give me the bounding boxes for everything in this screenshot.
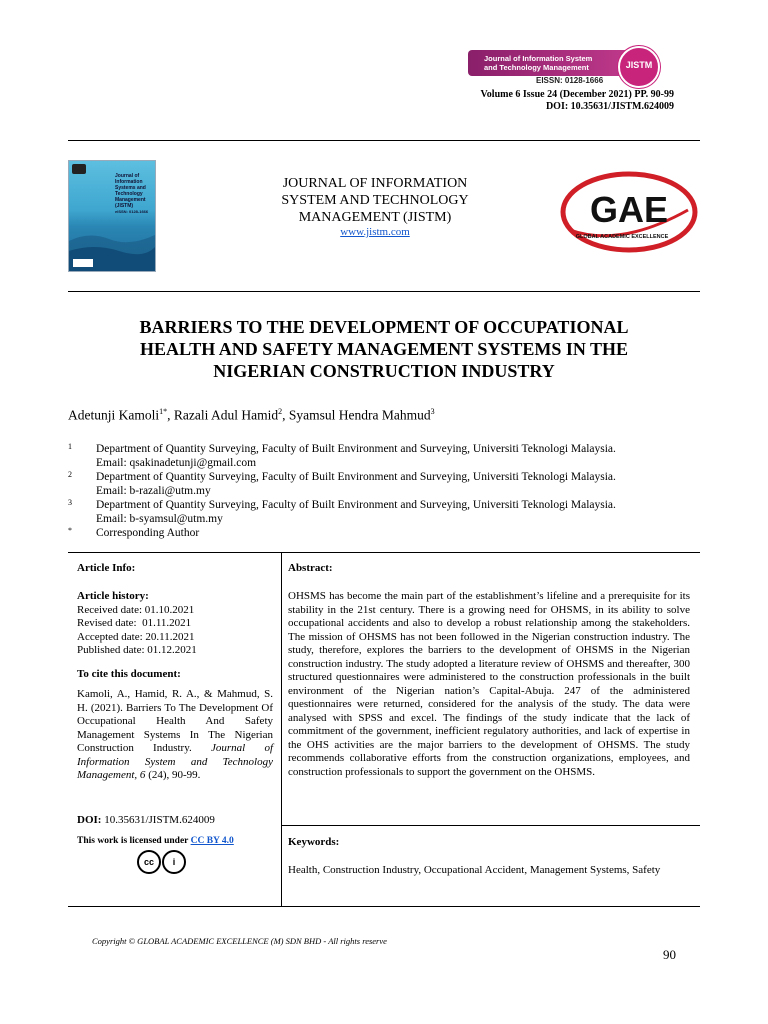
affiliation-number: 3	[68, 498, 72, 507]
cover-line: Systems and	[115, 185, 146, 191]
abstract-heading: Abstract:	[288, 562, 333, 574]
cover-line: Technology	[115, 191, 143, 197]
author-list: Adetunji Kamoli$^{1*}$, Razali Adul Hamid$^2$, Syamsul Hendra Mahmud$^3$	[68, 407, 435, 423]
corresponding-label: Corresponding Author	[96, 527, 200, 539]
author-sup: 2	[278, 407, 283, 416]
attribution-icon: i	[162, 850, 186, 874]
license-prefix: This work is licensed under	[77, 836, 191, 846]
header-rule	[68, 140, 700, 141]
author-sup: 1*	[159, 407, 168, 416]
citation-plain: Kamoli, A., Hamid, R. A., & Mahmud, S. H. (2021). Barriers To The Development Of Occupational Health And Safety Management Systems In The Nigerian Construction Industry.	[77, 688, 273, 754]
affiliation-number: 2	[68, 470, 72, 479]
copyright-notice: Copyright © GLOBAL ACADEMIC EXCELLENCE (M) SDN BHD - All rights reserve	[92, 936, 387, 946]
accepted-date: Accepted date: 20.11.2021	[77, 630, 195, 643]
cover-text	[115, 173, 155, 215]
table-top-rule	[68, 552, 700, 553]
cover-line: eISSN: 0128-1666	[115, 209, 149, 214]
banner-line-1: Journal of Information System	[484, 54, 593, 63]
cover-logo	[72, 164, 86, 174]
citation-text	[77, 688, 273, 783]
volume-line: Volume 6 Issue 24 (December 2021) PP. 90-99	[480, 89, 674, 100]
gae-logo	[560, 170, 698, 254]
table-column-divider	[281, 552, 282, 906]
article-info-heading: Article Info:	[77, 562, 136, 574]
title-line-2: HEALTH AND SAFETY MANAGEMENT SYSTEMS IN THE	[139, 339, 629, 359]
issue-info	[480, 89, 674, 113]
abstract-text: OHSMS has become the main part of the establishment’s lifeline and a prerequisite for its stability in the 21st century. There is a growing need for OHSMS, in its ability to solve occupational accidents and also to develop a robust relationship among the stakeholders. The mission of OHSMS has not been followed in the Nigerian construction industry. The study, therefore, explores the barriers to the development of OHSMS in the Nigerian construction industry. The study adopted a literature review of OHSMS and thereafter, 300 structured questionnaires were administered to the construction professionals in the built environment of the Nigerian nation’s Capital-Abuja. 247 of the administered questionnaires were returned, considered for the analysis of the study. The data were analysed with SPSS and excel. The findings of the study indicate that the lack of commitment of the government, inefficient regulatory authorities, and lack of expertise in the OHS activities are the major barriers to the development of OHSMS. The study recommends collaborative efforts from the construction organizations, employees, and construction professionals to support the government on the OHSMS.	[288, 590, 690, 778]
doi-row	[77, 814, 215, 828]
cover-line: Management	[115, 197, 146, 203]
article-history	[77, 590, 273, 658]
revised-date: Revised date: 01.11.2021	[77, 617, 192, 629]
history-heading: Article history:	[77, 590, 149, 602]
cite-heading: To cite this document:	[77, 668, 181, 680]
journal-banner-logo	[468, 46, 668, 86]
cover-line: (JISTM)	[115, 203, 134, 209]
author-name: Adetunji Kamoli	[68, 407, 160, 423]
doi-line: DOI: 10.35631/JISTM.624009	[545, 101, 674, 112]
received-date: Received date: 01.10.2021	[77, 603, 195, 616]
banner-bar	[468, 50, 638, 76]
masthead-rule	[68, 291, 700, 292]
keywords-heading: Keywords:	[288, 836, 340, 848]
cc-icon: cc	[137, 850, 161, 874]
journal-url-link[interactable]: www.jistm.com	[340, 226, 410, 238]
journal-name-line-3: MANAGEMENT (JISTM)	[298, 210, 452, 225]
license-link[interactable]: CC BY 4.0	[190, 836, 234, 846]
journal-name-line-1: JOURNAL OF INFORMATION	[282, 176, 468, 191]
affiliation-dept: Department of Quantity Surveying, Faculty of Built Environment and Surveying, Universiti Teknologi Malaysia.	[96, 471, 616, 483]
banner-line-2: and Technology Management	[484, 62, 589, 72]
banner-eissn: EISSN: 0128-1666	[536, 76, 604, 85]
author-sup: 3	[430, 407, 435, 416]
doi-value: 10.35631/JISTM.624009	[104, 814, 215, 826]
title-line-1: BARRIERS TO THE DEVELOPMENT OF OCCUPATIONAL	[139, 317, 629, 337]
affiliation-dept: Department of Quantity Surveying, Faculty of Built Environment and Surveying, Universiti Teknologi Malaysia.	[96, 499, 616, 511]
affiliation-email: Email: b-syamsul@utm.my	[96, 513, 223, 525]
affiliation-email: Email: qsakinadetunji@gmail.com	[96, 457, 257, 469]
affiliation-email: Email: b-razali@utm.my	[96, 485, 211, 497]
banner-text	[484, 55, 592, 72]
journal-name-line-2: SYSTEM AND TECHNOLOGY	[281, 193, 469, 208]
author-name: Syamsul Hendra Mahmud	[288, 407, 431, 423]
table-bottom-rule	[68, 906, 700, 907]
keywords-rule	[281, 825, 700, 826]
citation-tail: (24), 90-99.	[145, 769, 201, 781]
journal-name	[250, 175, 500, 226]
author-name: Razali Adul Hamid	[173, 407, 279, 423]
article-title	[60, 316, 708, 382]
jistm-badge	[618, 46, 660, 88]
affiliation-dept: Department of Quantity Surveying, Faculty of Built Environment and Surveying, Universiti Teknologi Malaysia.	[96, 443, 616, 455]
gae-mark: GAE	[589, 189, 669, 230]
license-line	[77, 836, 234, 846]
jistm-badge-label: JISTM	[625, 60, 653, 70]
affiliation-number: 1	[68, 442, 72, 451]
cover-footer-logo	[73, 259, 93, 267]
journal-cover-thumbnail	[68, 160, 156, 272]
gae-tagline: GLOBAL ACADEMIC EXCELLENCE	[575, 234, 669, 240]
title-line-3: NIGERIAN CONSTRUCTION INDUSTRY	[213, 361, 555, 381]
page-number: 90	[663, 947, 676, 962]
doi-label: DOI:	[77, 814, 102, 826]
keywords-text: Health, Construction Industry, Occupational Accident, Management Systems, Safety	[288, 864, 661, 876]
citation-journal: Journal of Information System and Technology Management, 6	[77, 742, 274, 781]
corresponding-mark: *	[68, 526, 72, 535]
published-date: Published date: 01.12.2021	[77, 644, 197, 656]
cover-line: Journal of	[115, 173, 140, 179]
cover-line: Information	[115, 179, 143, 185]
